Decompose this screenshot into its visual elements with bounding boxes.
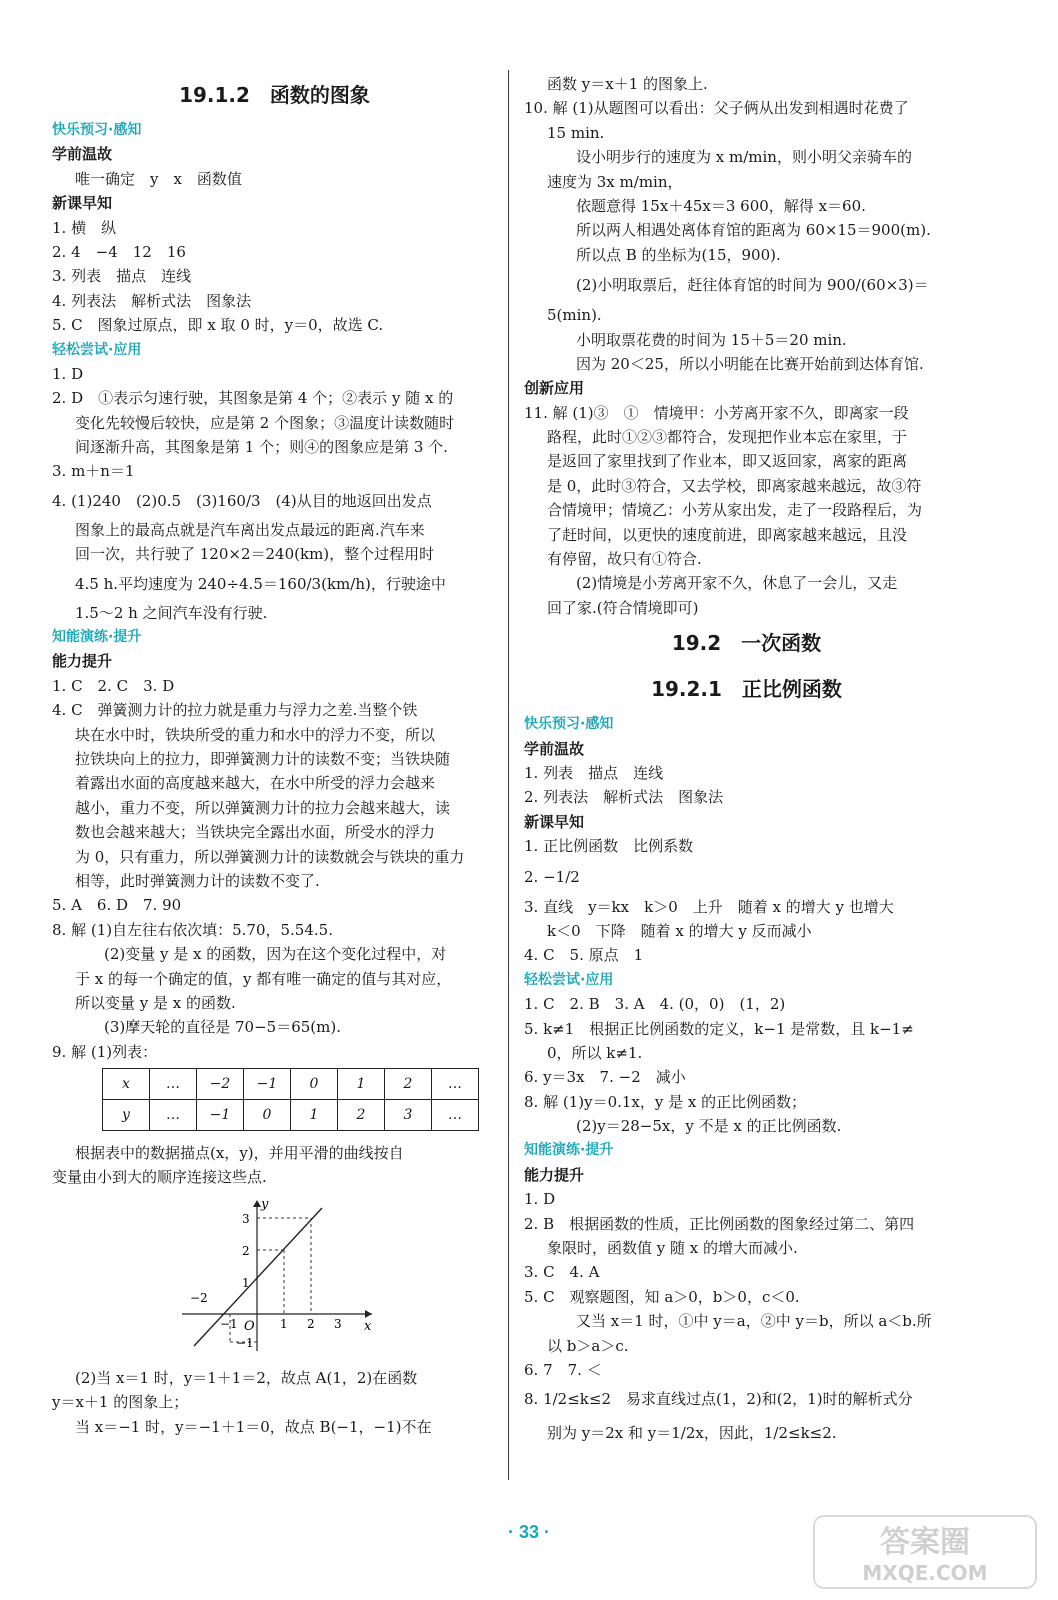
- x-tick-label: 1: [280, 1316, 288, 1331]
- answer-line: 于 x 的每一个确定的值，y 都有唯一确定的值与其对应，: [75, 969, 452, 988]
- y-axis-label: y: [261, 1196, 269, 1212]
- answer-line: 1. 横 纵: [52, 218, 117, 237]
- answer-line: 5. C 观察题图，知 a＞0，b＞0，c＜0.: [524, 1287, 800, 1306]
- answer-line: 当 x＝−1 时，y＝−1＋1＝0，故点 B(−1，−1)不在: [75, 1417, 432, 1436]
- answer-line: 变量由小到大的顺序连接这些点.: [52, 1168, 267, 1187]
- answer-line: (2)y＝28−5x，y 不是 x 的正比例函数.: [576, 1117, 842, 1136]
- answer-line: 4. 列表法 解析式法 图象法: [52, 291, 252, 310]
- answer-line: 以 b＞a＞c.: [547, 1336, 629, 1355]
- page-number: · 33 ·: [507, 1522, 550, 1542]
- table-cell: y: [103, 1100, 150, 1131]
- answer-line: 速度为 3x m/min，: [547, 172, 683, 191]
- y-tick-label: 2: [242, 1243, 250, 1258]
- subsection-heading: 能力提升: [524, 1165, 585, 1184]
- section-title: 19.1.2 函数的图象: [179, 83, 370, 107]
- origin-label: O: [244, 1318, 255, 1334]
- answer-line: 是返回了家里找到了作业本，即又返回家，离家的距离: [547, 452, 908, 471]
- answer-line: 5. C 图象过原点，即 x 取 0 时，y＝0，故选 C.: [52, 316, 384, 335]
- answer-line: 10. 解 (1)从题图可以看出：父子俩从出发到相遇时花费了: [524, 99, 909, 118]
- answer-line: (3)摩天轮的直径是 70−5＝65(m).: [104, 1018, 341, 1037]
- answer-line: 3. C 4. A: [524, 1263, 600, 1282]
- answer-line: 设小明步行的速度为 x m/min，则小明父亲骑车的: [576, 148, 912, 167]
- answer-line: 变化先较慢后较快，应是第 2 个图象；③温度计读数随时: [75, 413, 455, 432]
- table-cell: −1: [197, 1100, 244, 1131]
- subsection-heading: 学前温故: [52, 145, 113, 164]
- section-banner: 快乐预习·感知: [52, 122, 142, 138]
- y-tick-label: 3: [242, 1211, 250, 1226]
- answer-line: 6. 7 7. ＜: [524, 1360, 602, 1379]
- table-cell: …: [150, 1100, 197, 1131]
- answer-line: 4.5 h.平均速度为 240÷4.5＝160/3(km/h)，行驶途中: [75, 574, 446, 593]
- answer-line: k＜0 下降 随着 x 的增大 y 反而减小: [547, 921, 812, 940]
- answer-line: 有停留，故只有①符合.: [547, 550, 702, 569]
- x-arrow-icon: [365, 1310, 372, 1318]
- answer-line: 了赶时间，以更快的速度前进，即离家越来越远，且没: [547, 525, 908, 544]
- section-banner: 知能演练·提升: [524, 1142, 614, 1159]
- function-line: [194, 1208, 322, 1346]
- answer-line: 1. 正比例函数 比例系数: [524, 837, 694, 856]
- answer-line: 11. 解 (1)③ ① 情境甲：小芳离开家不久，即离家一段: [524, 403, 909, 422]
- table-row: [103, 1069, 479, 1100]
- answer-line: 3. m＋n＝1: [52, 462, 135, 481]
- subsection-heading: 新课早知: [52, 194, 113, 213]
- section-banner: 轻松尝试·应用: [524, 971, 614, 988]
- answer-line: 回了家.(符合情境即可): [547, 598, 699, 617]
- answer-line: 6. y＝3x 7. −2 减小: [524, 1068, 686, 1087]
- x-tick-label: −1: [220, 1316, 238, 1331]
- answer-line: 数也会越来越大；当铁块完全露出水面，所受水的浮力: [75, 823, 436, 842]
- y-tick-label: −1: [236, 1335, 254, 1350]
- answer-line: 1. D: [52, 364, 84, 383]
- section-banner: 快乐预习·感知: [524, 716, 614, 733]
- table-cell: 3: [385, 1100, 432, 1131]
- answer-line: 因为 20＜25，所以小明能在比赛开始前到达体育馆.: [576, 354, 924, 373]
- table-cell: x: [103, 1069, 150, 1100]
- value-table-wrap: [52, 1068, 497, 1131]
- answer-line: 9. 解 (1)列表：: [52, 1042, 158, 1061]
- answer-line: 3. 列表 描点 连线: [52, 267, 192, 286]
- table-cell: …: [150, 1069, 197, 1100]
- answer-line: 根据表中的数据描点(x，y)，并用平滑的曲线按自: [75, 1144, 404, 1163]
- x-tick-label: −2: [190, 1290, 208, 1305]
- answer-line: y＝x＋1 的图象上；: [52, 1393, 189, 1412]
- left-column: [52, 72, 497, 1439]
- answer-line: 越小，重力不变，所以弹簧测力计的拉力会越来越大，读: [75, 798, 451, 817]
- watermark-url: MXQE.COM: [862, 1561, 988, 1585]
- subsection-heading: 能力提升: [52, 652, 113, 671]
- answer-line: 5(min).: [547, 306, 602, 325]
- answer-line: 8. 解 (1)自左往右依次填：5.70，5.54.5.: [52, 920, 333, 939]
- answer-line: 1.5～2 h 之间汽车没有行驶.: [75, 603, 268, 622]
- table-cell: …: [432, 1100, 479, 1131]
- answer-line: 8. 解 (1)y＝0.1x，y 是 x 的正比例函数；: [524, 1092, 807, 1111]
- section-title: 19.2.1 正比例函数: [651, 677, 842, 702]
- x-tick-label: 2: [307, 1316, 315, 1331]
- answer-line: 0，所以 k≠1.: [547, 1043, 643, 1062]
- table-cell: 2: [385, 1069, 432, 1100]
- section-banner: 轻松尝试·应用: [52, 341, 142, 358]
- answer-line: (2)当 x＝1 时，y＝1＋1＝2，故点 A(1，2)在函数: [75, 1368, 418, 1387]
- answer-line: 所以变量 y 是 x 的函数.: [75, 993, 236, 1012]
- answer-line: 是 0，此时③符合，又去学校，即离家越来越远，故③符: [547, 476, 922, 495]
- y-arrow-icon: [253, 1200, 261, 1207]
- subsection-heading: 学前温故: [524, 739, 585, 758]
- answer-line: 2. D ①表示匀速行驶，其图象是第 4 个；②表示 y 随 x 的: [52, 389, 454, 408]
- answer-line: 拉铁块向上的拉力，即弹簧测力计的读数不变；当铁块随: [75, 749, 451, 768]
- answer-line: 块在水中时，铁块所受的重力和水中的浮力不变，所以: [75, 725, 436, 744]
- answer-line: 象限时，函数值 y 随 x 的增大而减小.: [547, 1239, 798, 1258]
- answer-line: 图象上的最高点就是汽车离出发点最远的距离.汽车来: [75, 520, 425, 539]
- right-column: [524, 72, 969, 1450]
- answer-line: 4. C 5. 原点 1: [524, 946, 644, 965]
- answer-line: 所以两人相遇处离体育馆的距离为 60×15＝900(m).: [576, 221, 931, 240]
- table-cell: −2: [197, 1069, 244, 1100]
- table-cell: 1: [291, 1100, 338, 1131]
- answer-line: 2. B 根据函数的性质，正比例函数的图象经过第二、第四: [524, 1214, 915, 1233]
- answer-line: 函数 y＝x＋1 的图象上.: [547, 75, 708, 93]
- table-cell: −1: [244, 1069, 291, 1100]
- answer-line: 1. C 2. C 3. D: [52, 676, 175, 695]
- answer-line: 4. (1)240 (2)0.5 (3)160/3 (4)从目的地返回出发点: [52, 491, 432, 510]
- answer-line: 2. 列表法 解析式法 图象法: [524, 788, 724, 807]
- watermark-logo: [810, 1512, 1040, 1592]
- answer-line: 2. 4 −4 12 16: [52, 242, 186, 261]
- subsection-heading: 新课早知: [524, 812, 585, 831]
- x-tick-label: 3: [334, 1316, 342, 1331]
- section-title: 19.2 一次函数: [671, 631, 822, 656]
- answer-line: 2. −1/2: [524, 867, 580, 886]
- answer-line: 相等，此时弹簧测力计的读数不变了.: [75, 871, 320, 890]
- answer-line: 5. k≠1 根据正比例函数的定义，k−1 是常数，且 k−1≠: [524, 1019, 914, 1038]
- y-tick-label: 1: [242, 1275, 250, 1290]
- table-cell: 0: [291, 1069, 338, 1100]
- answer-line: 路程，此时①②③都符合，发现把作业本忘在家里，于: [547, 428, 908, 447]
- table-cell: 1: [338, 1069, 385, 1100]
- answer-line: 回一次，共行驶了 120×2＝240(km)，整个过程用时: [75, 545, 435, 564]
- table-cell: …: [432, 1069, 479, 1100]
- table-row: [103, 1100, 479, 1131]
- answer-line: 又当 x＝1 时，①中 y＝a，②中 y＝b，所以 a＜b.所: [576, 1312, 932, 1331]
- answer-line: 1. 列表 描点 连线: [524, 763, 664, 782]
- subsection-heading: 创新应用: [524, 379, 585, 398]
- answer-line: 依题意得 15x＋45x＝3 600，解得 x＝60.: [576, 196, 866, 215]
- watermark-text: 答案圈: [880, 1525, 970, 1560]
- table-cell: 0: [244, 1100, 291, 1131]
- answer-line: 3. 直线 y＝kx k＞0 上升 随着 x 的增大 y 也增大: [524, 897, 894, 916]
- answer-line: 1. C 2. B 3. A 4. (0，0) (1，2): [524, 995, 786, 1014]
- answer-line: 唯一确定 y x 函数值: [75, 169, 242, 188]
- x-axis-label: x: [364, 1318, 372, 1334]
- answer-line: (2)变量 y 是 x 的函数，因为在这个变化过程中，对: [104, 945, 447, 964]
- answer-line: 合情境甲；情境乙：小芳从家出发，走了一段路程后，为: [547, 501, 923, 520]
- answer-line: 所以点 B 的坐标为(15，900).: [576, 245, 781, 264]
- value-table: [102, 1068, 479, 1131]
- column-divider: [508, 70, 509, 1480]
- answer-line: 为 0，只有重力，所以弹簧测力计的读数就会与铁块的重力: [75, 847, 465, 866]
- answer-line: 小明取票花费的时间为 15＋5＝20 min.: [576, 330, 847, 349]
- answer-line: 间逐渐升高，其图象是第 1 个；则④的图象应是第 3 个.: [75, 438, 448, 457]
- answer-line: (2)小明取票后，赶往体育馆的时间为 900/(60×3)＝: [576, 276, 929, 295]
- answer-line: 4. C 弹簧测力计的拉力就是重力与浮力之差.当整个铁: [52, 701, 418, 720]
- function-graph: [172, 1196, 382, 1356]
- table-cell: 2: [338, 1100, 385, 1131]
- section-banner: 知能演练·提升: [52, 629, 142, 646]
- answer-line: (2)情境是小芳离开家不久，休息了一会儿，又走: [576, 574, 898, 593]
- answer-line: 1. D: [524, 1190, 556, 1209]
- answer-line: 别为 y＝2x 和 y＝1/2x，因此，1/2≤k≤2.: [547, 1424, 837, 1443]
- answer-line: 15 min.: [547, 123, 605, 142]
- answer-line: 5. A 6. D 7. 90: [52, 896, 182, 915]
- answer-line: 8. 1/2≤k≤2 易求直线过点(1，2)和(2，1)时的解析式分: [524, 1390, 913, 1409]
- answer-line: 着露出水面的高度越来越大，在水中所受的浮力会越来: [75, 774, 436, 793]
